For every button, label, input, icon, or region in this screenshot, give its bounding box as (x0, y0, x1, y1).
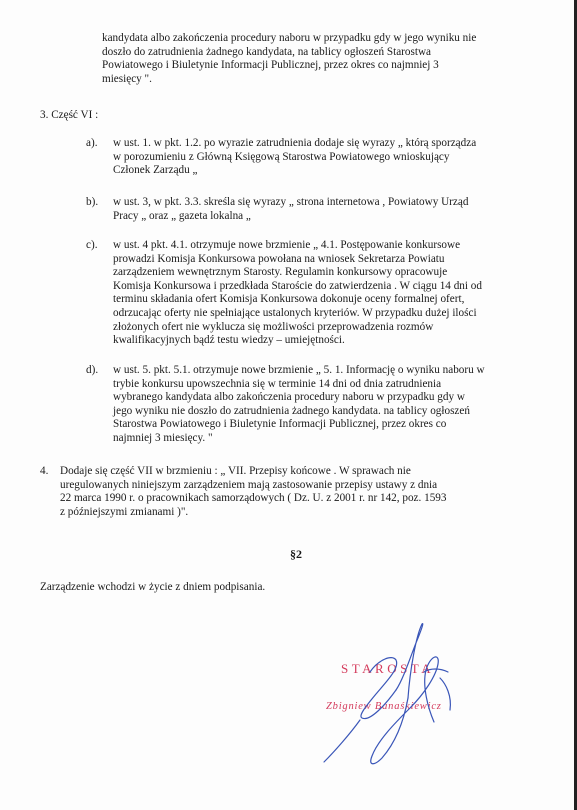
item-line: terminu składania ofert Komisja Konkursowa dokonuje oceny formalnej ofert, (113, 293, 465, 306)
item-line: kwalifikacyjnych bądź testu wiedzy – umiejętności. (113, 334, 345, 347)
point-4-line: z późniejszymi zmianami )". (60, 505, 189, 518)
item-a-marker: a). (86, 137, 98, 149)
item-b-text (113, 196, 468, 223)
point-4-line: 22 marca 1990 r. o pracownikach samorządowych ( Dz. U. z 2001 r. nr 142, poz. 1593 (60, 492, 447, 505)
item-line: wybranego kandydata albo zakończenia procedury naboru w przypadku gdy w (113, 391, 465, 404)
intro-paragraph (102, 32, 476, 86)
item-line: najmniej 3 miesięcy. " (113, 431, 213, 444)
item-line: trybie konkursu upowszechnia się w terminie 14 dni od dnia zatrudnienia (113, 377, 442, 390)
item-c-text (113, 239, 482, 348)
item-line: w ust. 3, w pkt. 3.3. skreśla się wyrazy „ strona internetowa , Powiatowy Urząd (113, 196, 469, 208)
point-4-text (60, 465, 446, 519)
item-line: Komisja Konkursowa i przedkłada Staroście do zatwierdzenia . W ciągu 14 dni od (113, 279, 482, 292)
intro-line: doszło do zatrudnienia żadnego kandydata, na tablicy ogłoszeń Starostwa (102, 45, 431, 58)
item-a-text (113, 137, 476, 178)
stamp-name: Zbigniew Banaśkiewicz (326, 701, 442, 712)
section-2-text: Zarządzenie wchodzi w życie z dniem podpisania. (40, 581, 266, 593)
item-b-marker: b). (86, 196, 99, 208)
item-line: Pracy „ oraz „ gazeta lokalna „ (113, 209, 251, 222)
item-line: złożonych ofert nie wyklucza się możliwości przeprowadzenia rozmów (113, 320, 434, 333)
item-line: Starostwa Powiatowego i Biuletynie Informacji Publicznej, przez okres co (113, 418, 447, 431)
item-line: w ust. 1. w pkt. 1.2. po wyrazie zatrudnienia dodaje się wyrazy „ którą sporządza (113, 137, 477, 149)
item-line: Członek Zarządu „ (113, 164, 198, 177)
item-d-marker: d). (86, 364, 99, 376)
handwritten-signature (300, 612, 480, 772)
intro-line: kandydata albo zakończenia procedury naboru w przypadku gdy w jego wyniku nie (102, 32, 477, 44)
point-4-line: uregulowanych niniejszym zarządzeniem mają zastosowanie przepisy ustawy z dnia (60, 478, 438, 491)
item-line: w ust. 4 pkt. 4.1. otrzymuje nowe brzmienie „ 4.1. Postępowanie konkursowe (113, 239, 461, 251)
item-line: zarządzeniem wewnętrznym Starosty. Regulamin konkursowy opracowuje (113, 266, 448, 279)
item-d-text (113, 364, 485, 446)
item-line: odrzucając oferty nie spełniające ustalonych kryteriów. W przypadku dużej ilości (113, 306, 477, 319)
item-line: w ust. 5. pkt. 5.1. otrzymuje nowe brzmienie „ 5. 1. Informację o wyniku naboru w (113, 364, 485, 376)
stamp-title: STAROSTA (341, 661, 435, 676)
point-4-marker: 4. (40, 465, 49, 477)
intro-line: miesięcy ". (102, 72, 152, 85)
section-2-heading: §2 (290, 547, 302, 561)
intro-line: Powiatowego i Biuletynie Informacji Publicznej, przez okres co najmniej 3 (102, 59, 439, 72)
item-line: w porozumieniu z Główną Księgową Starostwa Powiatowego wnioskujący (113, 150, 450, 163)
item-line: prowadzi Komisja Konkursowa powołana na wniosek Sekretarza Powiatu (113, 252, 445, 265)
item-line: jego wyniku nie doszło do zatrudnienia żadnego kandydata. na tablicy ogłoszeń (113, 404, 470, 417)
point-4-line: Dodaje się część VII w brzmieniu : „ VII. Przepisy końcowe . W sprawach nie (60, 465, 411, 477)
point-3-label: 3. Część VI : (40, 109, 99, 121)
item-c-marker: c). (86, 239, 98, 251)
